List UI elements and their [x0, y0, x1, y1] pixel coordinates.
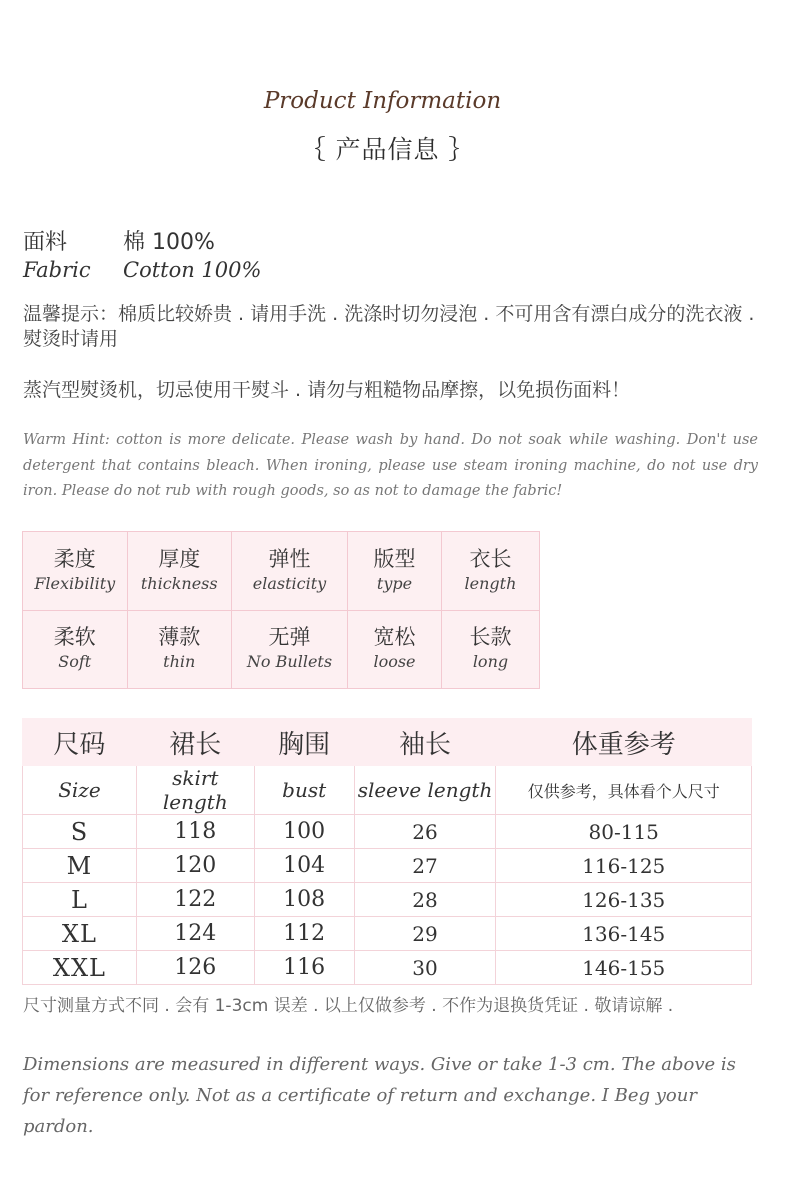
attr-cell [127, 610, 231, 689]
size-cell: 116 [254, 951, 354, 985]
measurement-note-cn: 尺寸测量方式不同 . 会有 1-3cm 误差 . 以上仅做参考 . 不作为退换货凭证 . 敬请谅解 . [23, 996, 674, 1016]
size-header-cell: 尺码 [23, 719, 137, 766]
table-row [23, 815, 752, 849]
size-header-cell: 仅供参考，具体看个人尺寸 [496, 766, 752, 815]
size-header-cell: bust [254, 766, 354, 815]
size-cell: 108 [254, 883, 354, 917]
size-header-cell: skirt length [136, 766, 254, 815]
table-row [23, 917, 752, 951]
attr-cell [441, 532, 539, 611]
size-header-en [23, 766, 752, 815]
size-cell: 118 [136, 815, 254, 849]
size-cell: 124 [136, 917, 254, 951]
size-cell: 80-115 [496, 815, 752, 849]
fabric-row-english [23, 258, 261, 283]
attr-value-cn: 长款 [469, 625, 512, 650]
table-row [23, 951, 752, 985]
fabric-value-cn: 棉 100% [123, 230, 215, 255]
attr-value-en: Soft [58, 652, 92, 672]
attr-name-cn: 弹性 [268, 546, 311, 571]
size-cell: 100 [254, 815, 354, 849]
size-cell: 122 [136, 883, 254, 917]
attribute-value-row [23, 610, 540, 689]
care-hint-en: Warm Hint: cotton is more delicate. Please wash by hand. Do not soak while washing. Don't use detergent that contains bleach. When ironing, please use steam ironing machine, do not use dry iron. Please do not rub with rough goods, so as not to damage the fabric! [23, 432, 758, 499]
size-header-cell: Size [23, 766, 137, 815]
size-header-cell: 体重参考 [496, 719, 752, 766]
fabric-value-en: Cotton 100% [123, 258, 262, 282]
size-cell: 112 [254, 917, 354, 951]
attr-value-en: loose [373, 652, 416, 672]
size-cell: S [23, 815, 137, 849]
attr-value-cn: 薄款 [158, 625, 201, 650]
size-cell: 120 [136, 849, 254, 883]
attribute-table [22, 531, 540, 689]
size-cell: 136-145 [496, 917, 752, 951]
attr-value-cn: 宽松 [373, 625, 416, 650]
attr-cell [348, 532, 442, 611]
size-cell: 126 [136, 951, 254, 985]
attr-cell [23, 532, 128, 611]
size-cell: XXL [23, 951, 137, 985]
attr-name-cn: 衣长 [469, 546, 512, 571]
size-table [22, 718, 752, 985]
attr-cell [441, 610, 539, 689]
care-hint-cn-1: 温馨提示：棉质比较娇贵 . 请用手洗 . 洗涤时切勿浸泡 . 不可用含有漂白成分的洗衣液 . 熨烫时请用 [23, 303, 755, 350]
size-cell: 28 [354, 883, 496, 917]
fabric-label-cn: 面料 [23, 230, 68, 255]
attr-cell [348, 610, 442, 689]
size-cell: 30 [354, 951, 496, 985]
size-cell: 104 [254, 849, 354, 883]
attr-name-en: Flexibility [34, 573, 116, 593]
table-row [23, 883, 752, 917]
attribute-name-row [23, 532, 540, 611]
size-header-cn [23, 719, 752, 766]
attr-cell [231, 610, 347, 689]
attr-value-en: No Bullets [246, 652, 333, 672]
attr-name-cn: 柔度 [53, 546, 96, 571]
size-header-cell: 裙长 [136, 719, 254, 766]
attr-value-cn: 柔软 [53, 625, 96, 650]
size-header-cell: sleeve length [354, 766, 496, 815]
size-header-cell: 胸围 [254, 719, 354, 766]
size-cell: 126-135 [496, 883, 752, 917]
attr-name-en: type [376, 573, 413, 593]
size-cell: 27 [354, 849, 496, 883]
attr-name-en: length [464, 573, 517, 593]
size-cell: M [23, 849, 137, 883]
care-hint-cn-2: 蒸汽型熨烫机，切忌使用干熨斗 . 请勿与粗糙物品摩擦，以免损伤面料！ [23, 379, 631, 401]
measurement-note-en: Dimensions are measured in different ways. Give or take 1-3 cm. The above is for reference only. Not as a certificate of return and exchange. I Beg your pardon. [23, 1054, 736, 1137]
fabric-label-en: Fabric [23, 258, 91, 282]
size-header-cell: 袖长 [354, 719, 496, 766]
size-cell: 116-125 [496, 849, 752, 883]
attr-cell [127, 532, 231, 611]
size-cell: 146-155 [496, 951, 752, 985]
size-cell: 29 [354, 917, 496, 951]
title-chinese: ｛ 产品信息 ｝ [300, 135, 475, 164]
attr-value-en: thin [163, 652, 196, 672]
attr-value-cn: 无弹 [268, 625, 311, 650]
size-cell: 26 [354, 815, 496, 849]
attr-name-cn: 版型 [373, 546, 416, 571]
attr-name-en: elasticity [252, 573, 327, 593]
table-row [23, 849, 752, 883]
attr-name-cn: 厚度 [158, 546, 201, 571]
attr-name-en: thickness [140, 573, 218, 593]
fabric-row-chinese [23, 225, 215, 256]
title-english: Product Information [263, 88, 502, 114]
size-cell: XL [23, 917, 137, 951]
size-cell: L [23, 883, 137, 917]
attr-cell [231, 532, 347, 611]
attr-value-en: long [472, 652, 509, 672]
attr-cell [23, 610, 128, 689]
